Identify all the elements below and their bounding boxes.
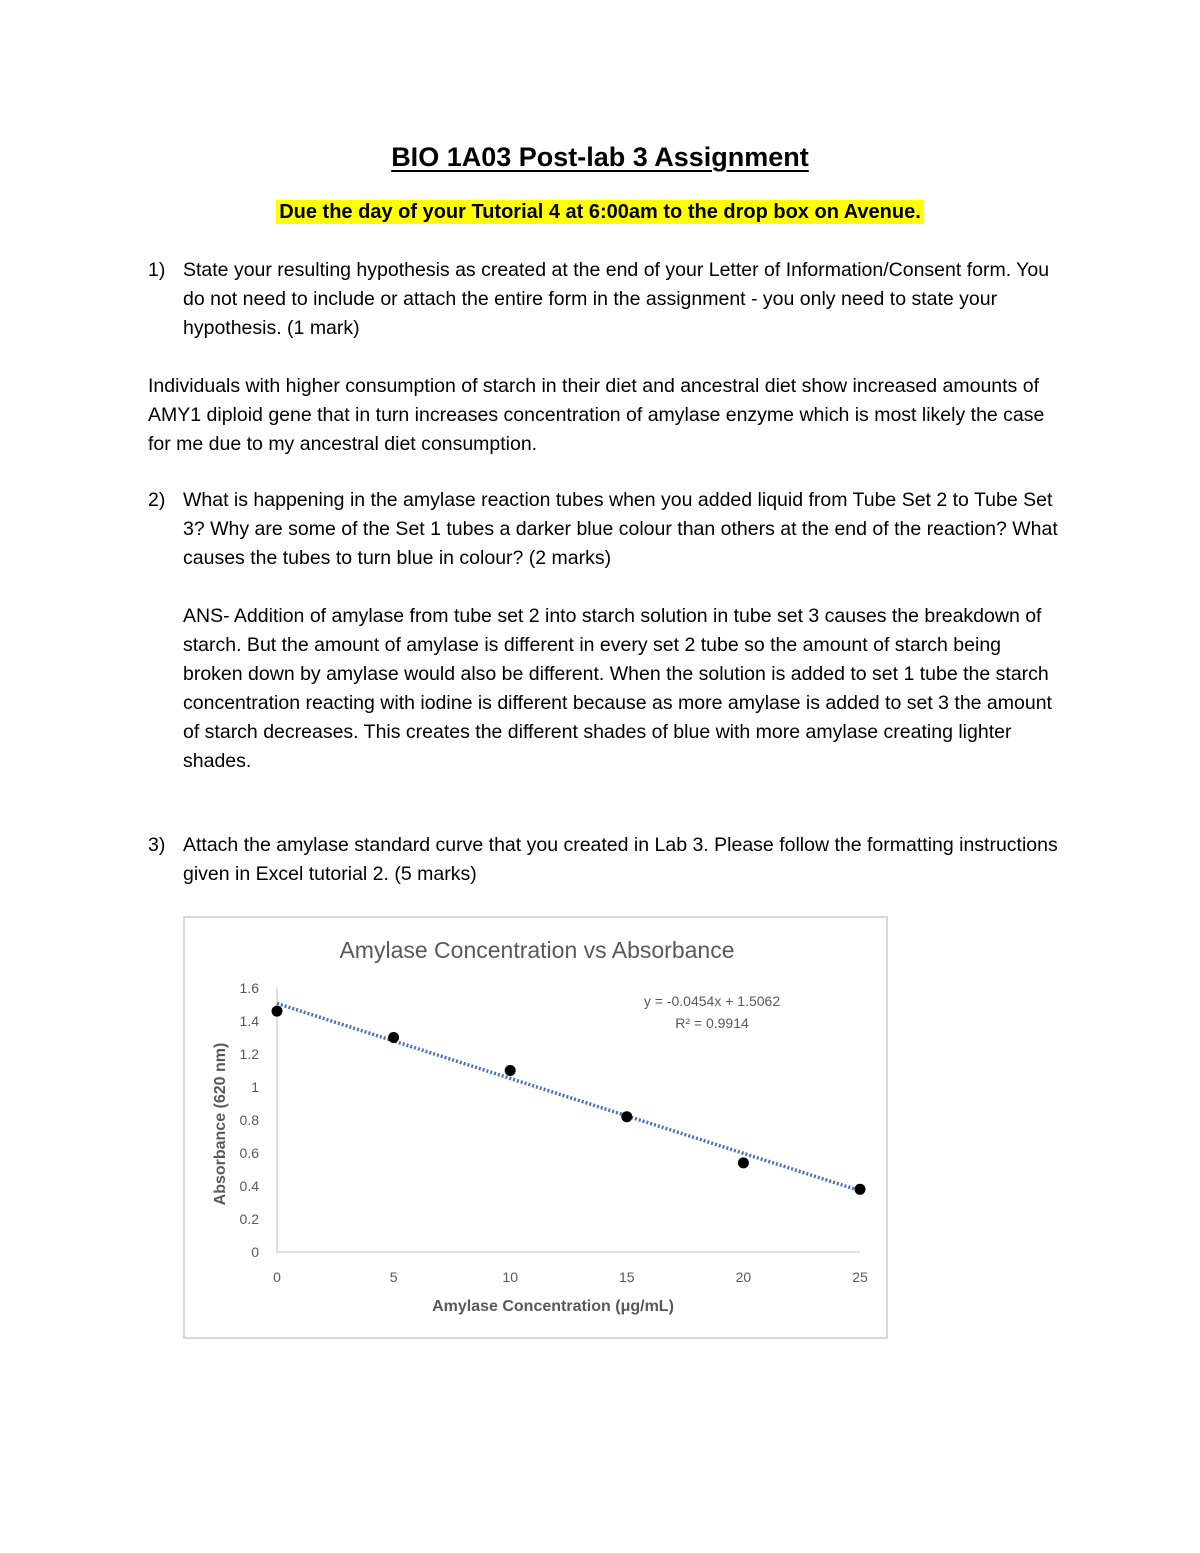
answer-1: Individuals with higher consumption of starch in their diet and ancestral diet show increased amounts of AMY1 diploid gene that in turn increases concentration of amylase enzyme which is most likely the case for me due to my ancestral diet consumption.: [148, 375, 1045, 455]
question-text: State your resulting hypothesis as created at the end of your Letter of Information/Consent form. You do not need to include or attach the entire form in the assignment - you only need to state your hypothesis. (1 mark): [183, 259, 1050, 339]
y-tick-label: 1.2: [239, 1046, 259, 1062]
question-number: 2): [148, 489, 166, 511]
question-2: [148, 486, 1068, 573]
x-tick-label: 0: [273, 1269, 281, 1285]
data-point: [621, 1111, 632, 1122]
x-tick-label: 25: [852, 1269, 868, 1285]
data-point: [738, 1157, 749, 1168]
question-number: 1): [148, 259, 166, 281]
due-notice: Due the day of your Tutorial 4 at 6:00am to the drop box on Avenue.: [276, 200, 924, 224]
chart-svg: [185, 918, 886, 1337]
y-axis-ticks: [240, 980, 260, 1260]
data-points: [272, 1006, 866, 1195]
standard-curve-chart: [183, 916, 888, 1339]
y-tick-label: 0.6: [239, 1145, 259, 1161]
question-text: Attach the amylase standard curve that you created in Lab 3. Please follow the formatting instructions given in Excel tutorial 2. (5 marks): [183, 834, 1058, 885]
x-tick-label: 10: [502, 1269, 518, 1285]
y-tick-label: 1.6: [239, 980, 259, 996]
y-tick-label: 0: [251, 1244, 259, 1260]
trendline-equation: y = -0.0454x + 1.5062: [643, 993, 781, 1009]
x-axis-ticks: [273, 1269, 868, 1285]
y-tick-label: 1: [251, 1079, 259, 1095]
question-number: 3): [148, 834, 166, 856]
due-notice-line: [0, 201, 1200, 224]
data-point: [855, 1184, 866, 1195]
data-point: [272, 1006, 283, 1017]
x-tick-label: 5: [389, 1269, 398, 1285]
y-tick-label: 1.4: [239, 1013, 259, 1029]
page-title: BIO 1A03 Post-lab 3 Assignment: [391, 142, 809, 172]
data-point: [505, 1065, 516, 1076]
y-tick-label: 0.2: [239, 1211, 259, 1227]
data-point: [388, 1032, 399, 1043]
y-tick-label: 0.8: [239, 1112, 259, 1128]
x-tick-label: 20: [735, 1269, 752, 1285]
y-tick-label: 0.4: [239, 1178, 259, 1194]
question-text: What is happening in the amylase reaction tubes when you added liquid from Tube Set 2 to Tube Set 3? Why are some of the Set 1 tubes a darker blue colour than others at the end of the reaction? What causes the tubes to turn blue in colour? (2 marks): [183, 489, 1058, 569]
x-tick-label: 15: [619, 1269, 635, 1285]
question-1: [148, 256, 1068, 343]
question-3: [148, 831, 1068, 889]
x-axis-label: Amylase Concentration (μg/mL): [432, 1298, 674, 1315]
r-squared-label: R² = 0.9914: [675, 1015, 749, 1031]
y-axis-label: Absorbance (620 nm): [212, 1042, 229, 1206]
trendline: [277, 1003, 860, 1190]
chart-title: Amylase Concentration vs Absorbance: [339, 937, 735, 963]
answer-2: ANS- Addition of amylase from tube set 2 into starch solution in tube set 3 causes the breakdown of starch. But the amount of amylase is different in every set 2 tube so the amount of starch being broken down by amylase would also be different. When the solution is added to set 1 tube the starch concentration reacting with iodine is different because as more amylase is added to set 3 the amount of starch decreases. This creates the different shades of blue with more amylase creating lighter shades.: [183, 605, 1052, 772]
